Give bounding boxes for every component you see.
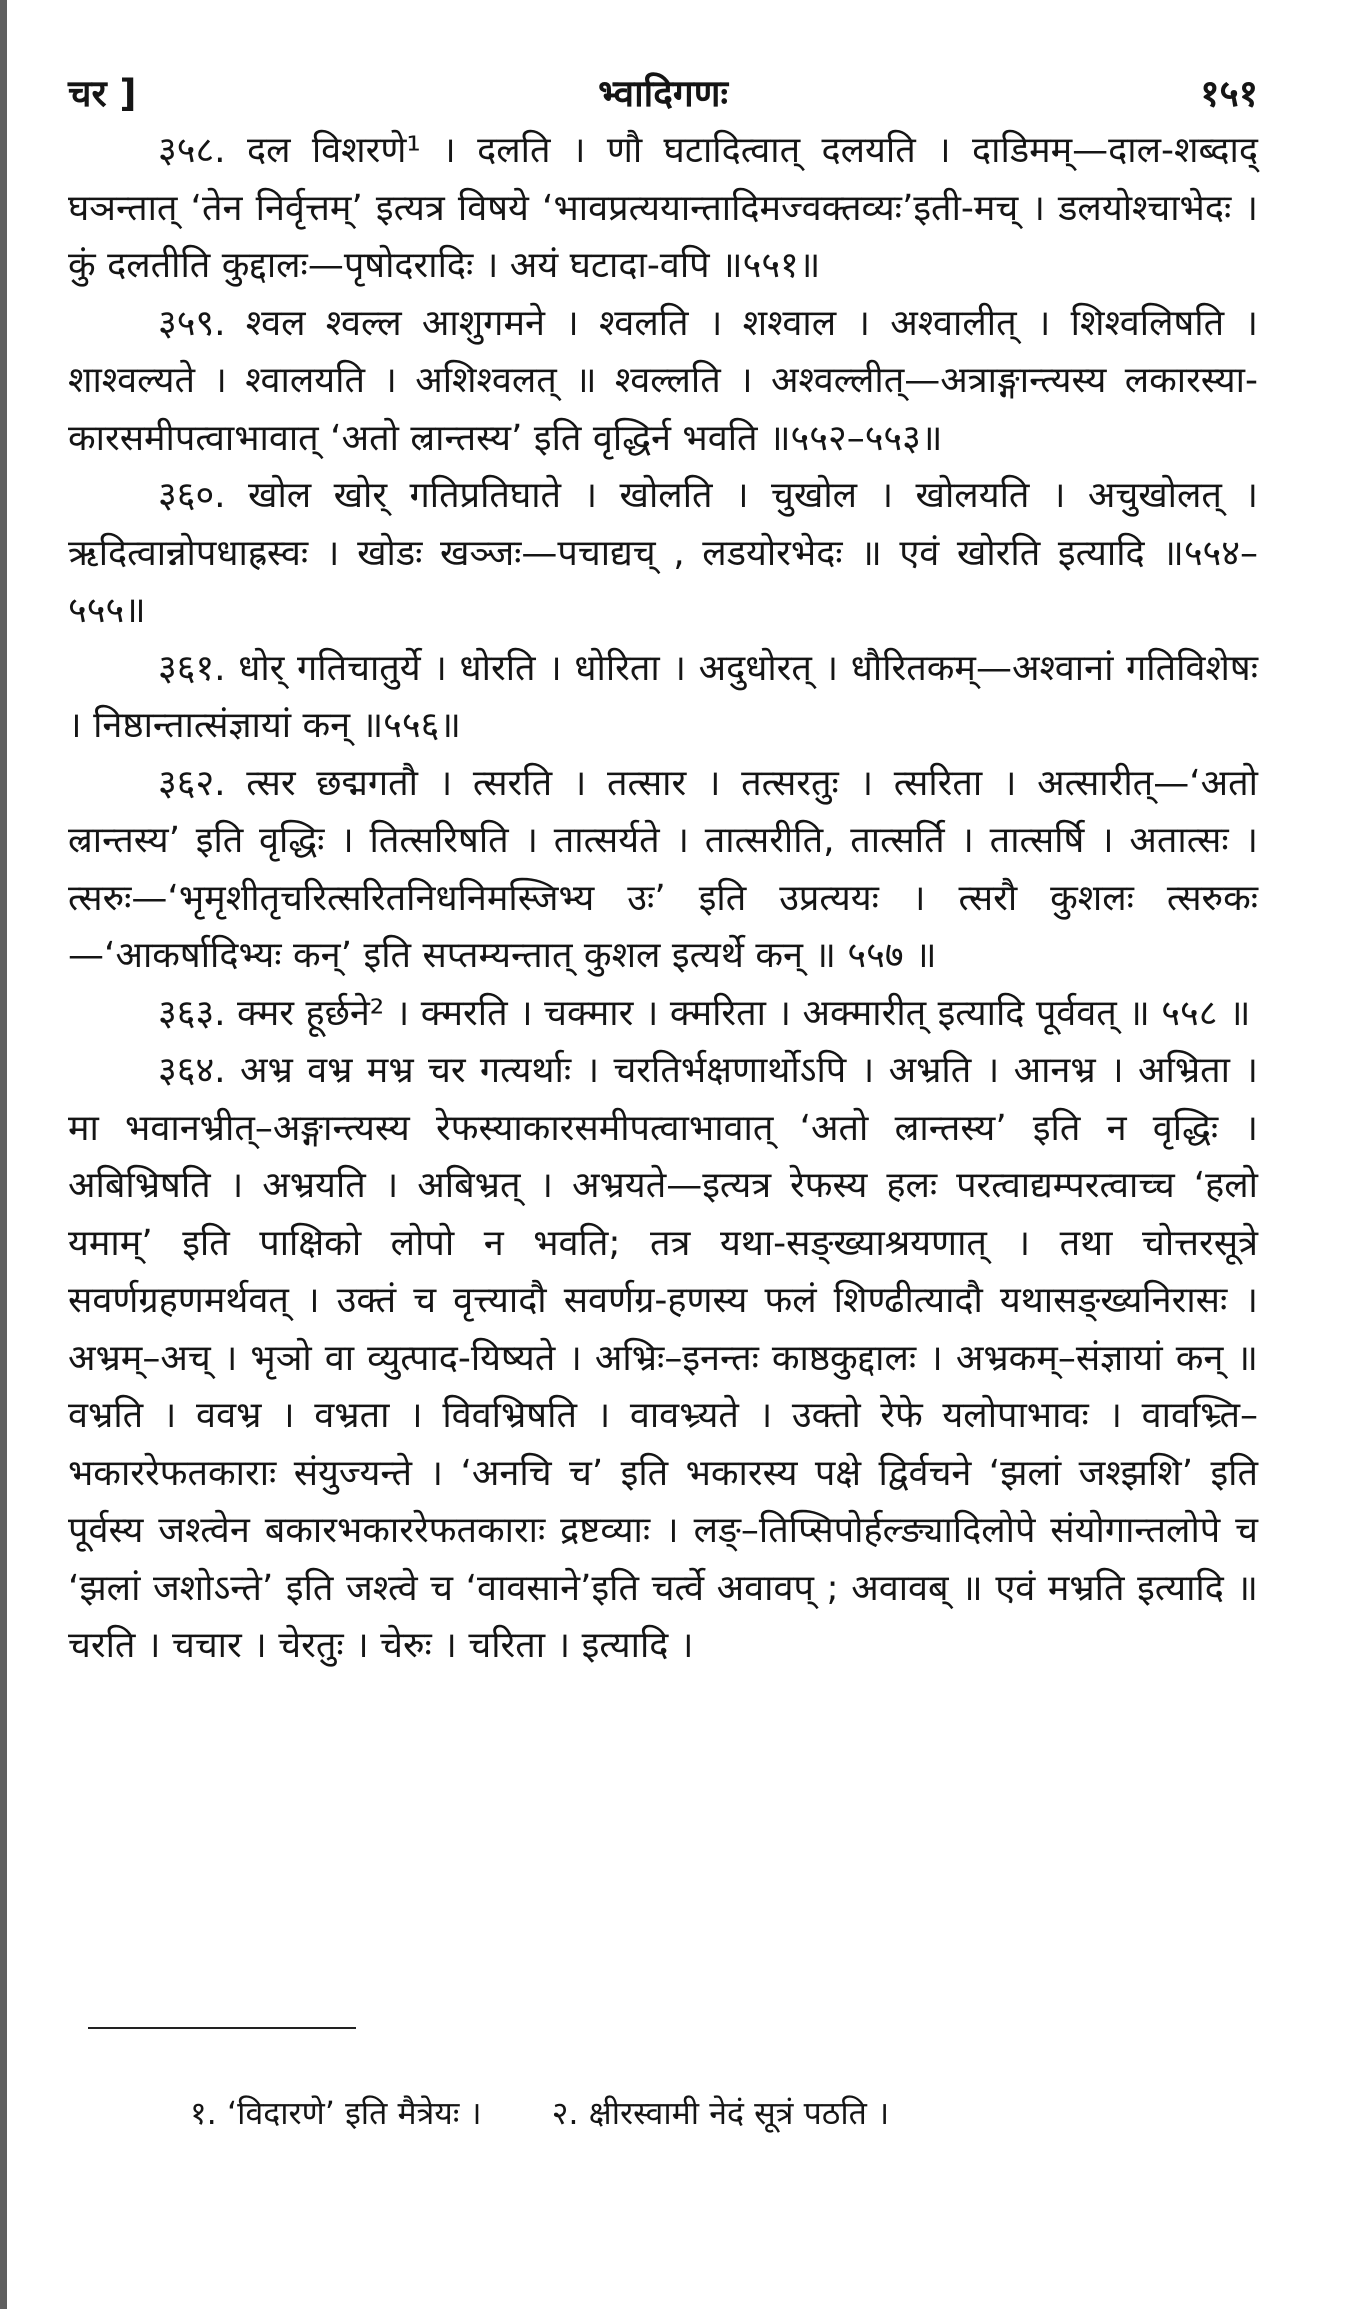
footnote-2: २. क्षीरस्वामी नेदं सूत्रं पठति । <box>551 2094 890 2132</box>
header-title: भ्वादिगणः <box>598 72 728 115</box>
header-left: चर ] <box>68 72 137 115</box>
footnote-divider <box>88 2027 356 2029</box>
footnotes <box>190 2090 1240 2136</box>
page-number: १५१ <box>1200 72 1258 115</box>
paragraph-360: ३६०. खोल खोर् गतिप्रतिघाते । खोलति । चुखोल । खोलयति । अचुखोलत् । ऋदित्वान्नोपधाह्रस्वः । खोडः खञ्जः—पचाद्यच् , लडयोरभेदः ॥ एवं खोरति इत्यादि ॥५५४–५५५॥ <box>68 475 1258 631</box>
footnote-1: १. ‘विदारणे’ इति मैत्रेयः । <box>190 2094 482 2132</box>
paragraph-361: ३६१. धोर् गतिचातुर्ये । धोरति । धोरिता । अदुधोरत् । धौरितकम्—अश्वानां गतिविशेषः । निष्ठान्तात्संज्ञायां कन् ॥५५६॥ <box>68 647 1258 746</box>
running-header <box>68 52 1258 122</box>
page <box>68 52 1258 1675</box>
page-edge-shadow <box>0 0 7 2309</box>
body-text <box>68 122 1258 1675</box>
paragraph-364: ३६४. अभ्र वभ्र मभ्र चर गत्यर्थाः । चरतिर्भक्षणार्थोऽपि । अभ्रति । आनभ्र । अभ्रिता । मा भवानभ्रीत्–अङ्गान्त्यस्य रेफस्याकारसमीपत्वाभावात् ‘अतो ल्रान्तस्य’ इति न वृद्धिः । अबिभ्रिषति । अभ्रयति । अबिभ्रत् । अभ्रयते—इत्यत्र रेफस्य हलः परत्वाद्यम्परत्वाच्च ‘हलो यमाम्’ इति पाक्षिको लोपो न भवति; तत्र यथा-सङ्ख्याश्रयणात् । तथा चोत्तरसूत्रे सवर्णग्रहणमर्थवत् । उक्तं च वृत्त्यादौ सवर्णग्र-हणस्य फलं शिण्ढीत्यादौ यथासङ्ख्यनिरासः । अभ्रम्–अच् । भृञो वा व्युत्पाद-यिष्यते । अभ्रिः–इनन्तः काष्ठकुद्दालः । अभ्रकम्–संज्ञायां कन् ॥ वभ्रति । ववभ्र । वभ्रता । विवभ्रिषति । वावभ्र्यते । उक्तो रेफे यलोपाभावः । वावभ्र्ति–भकाररेफतकाराः संयुज्यन्ते । ‘अनचि च’ इति भकारस्य पक्षे द्विर्वचने ‘झलां जश्झशि’ इति पूर्वस्य जश्त्वेन बकारभकाररेफतकाराः द्रष्टव्याः । लङ्–तिप्सिपोर्हल्ङ्यादिलोपे संयोगान्तलोपे च ‘झलां जशोऽन्ते’ इति जश्त्वे च ‘वावसाने’इति चर्त्वे अवावप् ; अवावब् ॥ एवं मभ्रति इत्यादि ॥ चरति । चचार । चेरतुः । चेरुः । चरिता । इत्यादि । <box>68 1050 1258 1666</box>
paragraph-358: ३५८. दल विशरणे¹ । दलति । णौ घटादित्वात् दलयति । दाडिमम्—दाल-शब्दाद् घञन्तात् ‘तेन निर्वृत्तम्’ इत्यत्र विषये ‘भावप्रत्ययान्तादिमज्वक्तव्यः’इती-मच् । डलयोश्चाभेदः । कुं दलतीति कुद्दालः—पृषोदरादिः । अयं घटादा-वपि ॥५५१॥ <box>68 130 1258 286</box>
paragraph-359: ३५९. श्वल श्वल्ल आशुगमने । श्वलति । शश्वाल । अश्वालीत् । शिश्वलिषति । शाश्वल्यते । श्वालयति । अशिश्वलत् ॥ श्वल्लति । अश्वल्लीत्—अत्राङ्गान्त्यस्य लकारस्या-कारसमीपत्वाभावात् ‘अतो ल्रान्तस्य’ इति वृद्धिर्न भवति ॥५५२–५५३॥ <box>68 302 1258 459</box>
paragraph-363: ३६३. क्मर हूर्छने² । क्मरति । चक्मार । क्मरिता । अक्मारीत् इत्यादि पूर्ववत् ॥ ५५८ ॥ <box>158 992 1251 1034</box>
paragraph-362: ३६२. त्सर छद्मगतौ । त्सरति । तत्सार । तत्सरतुः । त्सरिता । अत्सारीत्—‘अतो ल्रान्तस्य’ इति वृद्धिः । तित्सरिषति । तात्सर्यते । तात्सरीति, तात्सर्ति । तात्सर्षि । अतात्सः । त्सरुः—‘भृमृशीतृचरित्सरितनिधनिमस्जिभ्य उः’ इति उप्रत्ययः । त्सरौ कुशलः त्सरुकः—‘आकर्षादिभ्यः कन्’ इति सप्तम्यन्तात् कुशल इत्यर्थे कन् ॥ ५५७ ॥ <box>68 762 1258 976</box>
